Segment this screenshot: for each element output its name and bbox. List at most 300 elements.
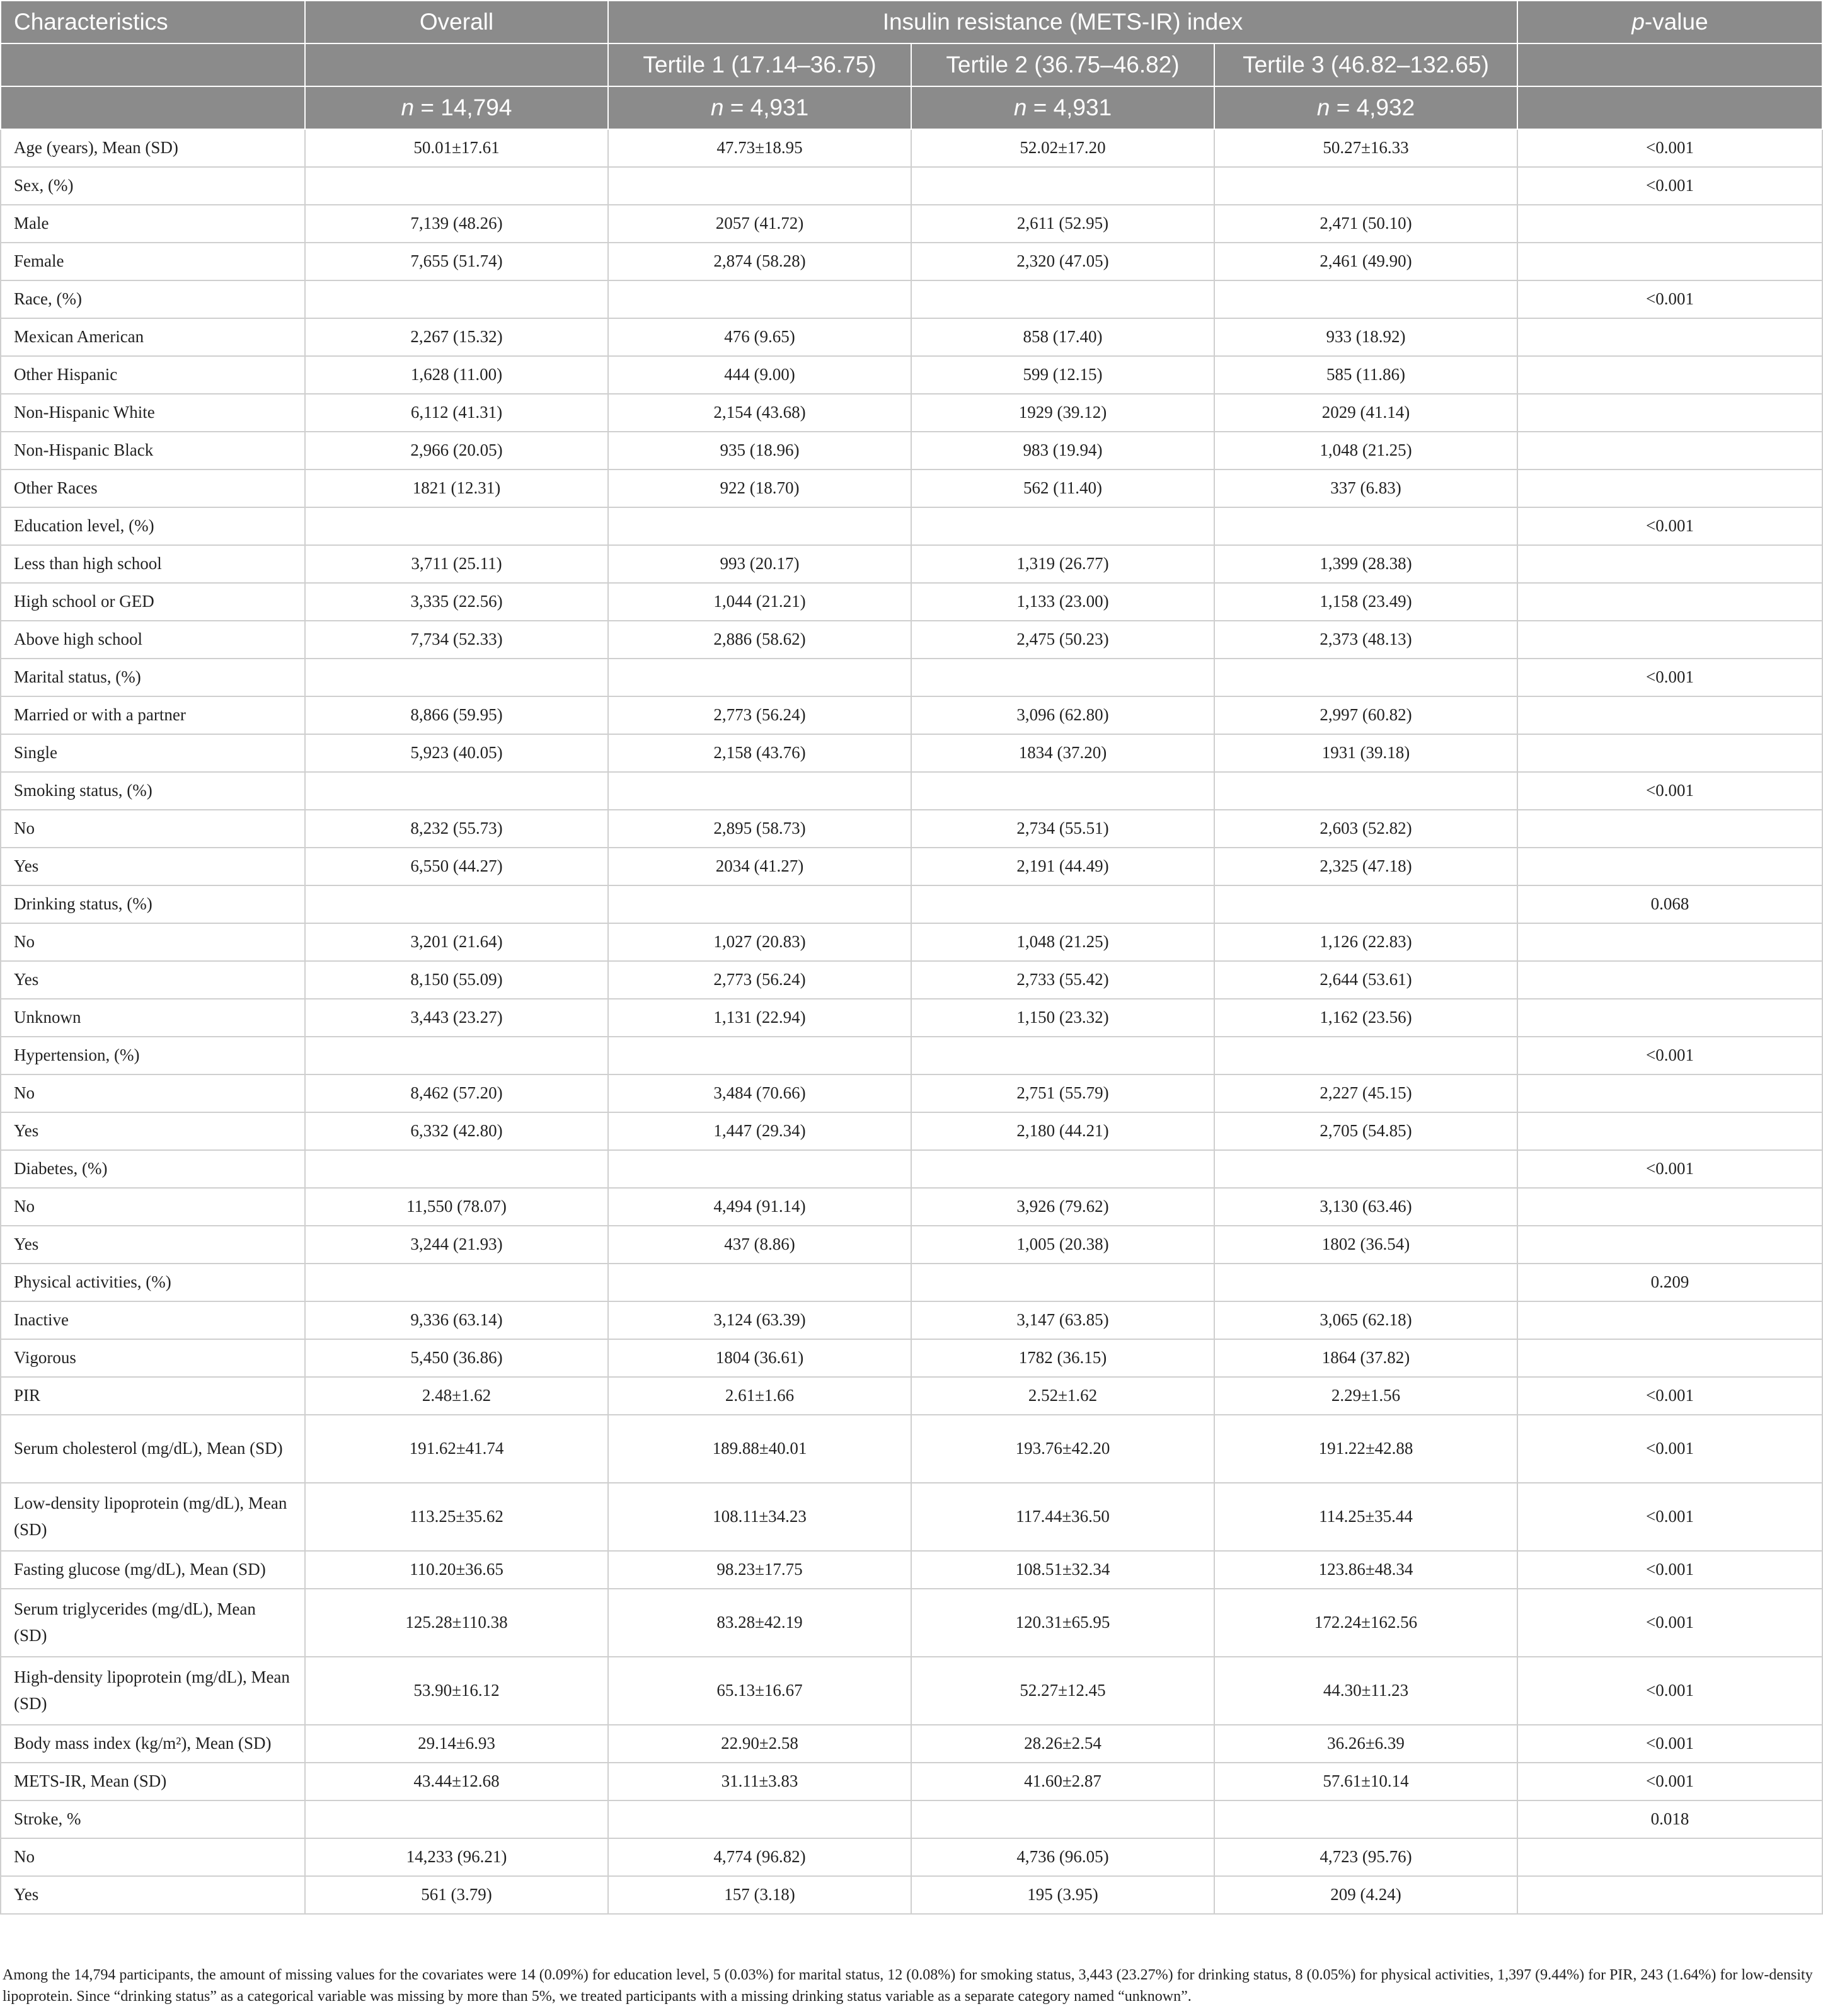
tertile-2-cell: 599 (12.15) — [911, 356, 1214, 394]
tertile-1-cell: 22.90±2.58 — [608, 1725, 911, 1763]
table-row — [1, 1800, 1822, 1838]
p-value-cell — [1517, 1876, 1822, 1914]
header-p-italic: p — [1631, 9, 1645, 35]
tertile-1-cell: 2.61±1.66 — [608, 1377, 911, 1415]
table-row — [1, 583, 1822, 621]
n-symbol: n — [710, 95, 724, 120]
table-row — [1, 810, 1822, 848]
tertile-1-cell: 47.73±18.95 — [608, 129, 911, 167]
overall-cell: 3,201 (21.64) — [305, 923, 608, 961]
p-value-cell: <0.001 — [1517, 1589, 1822, 1657]
tertile-3-cell: 2,644 (53.61) — [1214, 961, 1517, 999]
n-value: = 4,931 — [1033, 95, 1112, 120]
row-label-cell: Low-density lipoprotein (mg/dL), Mean (SD) — [1, 1483, 305, 1551]
tertile-2-cell: 120.31±65.95 — [911, 1589, 1214, 1657]
tertile-3-cell — [1214, 1037, 1517, 1074]
overall-cell: 2.48±1.62 — [305, 1377, 608, 1415]
tertile-1-cell — [608, 1150, 911, 1188]
header-group: Insulin resistance (METS-IR) index — [608, 1, 1517, 43]
p-value-cell: 0.068 — [1517, 885, 1822, 923]
tertile-1-cell — [608, 885, 911, 923]
tertile-1-cell: 1,447 (29.34) — [608, 1112, 911, 1150]
header-characteristics: Characteristics — [1, 1, 305, 43]
table-row — [1, 545, 1822, 583]
row-label-cell: Non-Hispanic Black — [1, 432, 305, 469]
overall-cell: 5,923 (40.05) — [305, 734, 608, 772]
overall-cell: 3,443 (23.27) — [305, 999, 608, 1037]
tertile-3-cell: 36.26±6.39 — [1214, 1725, 1517, 1763]
tertile-3-cell: 2,471 (50.10) — [1214, 205, 1517, 243]
tertile-3-cell: 2,603 (52.82) — [1214, 810, 1517, 848]
overall-cell: 113.25±35.62 — [305, 1483, 608, 1551]
header-n-tertile-1 — [608, 86, 911, 129]
tertile-1-cell: 3,484 (70.66) — [608, 1074, 911, 1112]
tertile-1-cell: 2034 (41.27) — [608, 848, 911, 885]
tertile-2-cell — [911, 1150, 1214, 1188]
p-value-cell: 0.018 — [1517, 1800, 1822, 1838]
n-value: = 4,932 — [1336, 95, 1415, 120]
header-row-2 — [1, 43, 1822, 86]
tertile-1-cell: 1,027 (20.83) — [608, 923, 911, 961]
tertile-1-cell: 476 (9.65) — [608, 318, 911, 356]
overall-cell: 9,336 (63.14) — [305, 1301, 608, 1339]
tertile-2-cell: 3,926 (79.62) — [911, 1188, 1214, 1226]
tertile-1-cell: 437 (8.86) — [608, 1226, 911, 1264]
tertile-2-cell: 1,319 (26.77) — [911, 545, 1214, 583]
tertile-3-cell: 1,126 (22.83) — [1214, 923, 1517, 961]
overall-cell — [305, 507, 608, 545]
table-row — [1, 1150, 1822, 1188]
tertile-3-cell: 172.24±162.56 — [1214, 1589, 1517, 1657]
tertile-2-cell — [911, 772, 1214, 810]
row-label-cell: Fasting glucose (mg/dL), Mean (SD) — [1, 1551, 305, 1589]
row-label-cell: Race, (%) — [1, 280, 305, 318]
tertile-1-cell: 2,886 (58.62) — [608, 621, 911, 659]
header-p-value — [1517, 1, 1822, 43]
tertile-3-cell: 57.61±10.14 — [1214, 1763, 1517, 1800]
row-label-cell: Male — [1, 205, 305, 243]
table-row — [1, 885, 1822, 923]
overall-cell: 29.14±6.93 — [305, 1725, 608, 1763]
tertile-3-cell: 50.27±16.33 — [1214, 129, 1517, 167]
row-label-cell: Mexican American — [1, 318, 305, 356]
table-row — [1, 1301, 1822, 1339]
row-label-cell: Non-Hispanic White — [1, 394, 305, 432]
tertile-1-cell: 2057 (41.72) — [608, 205, 911, 243]
p-value-cell: <0.001 — [1517, 1415, 1822, 1483]
tertile-2-cell: 1,150 (23.32) — [911, 999, 1214, 1037]
header-row-3 — [1, 86, 1822, 129]
p-value-cell — [1517, 999, 1822, 1037]
p-value-cell — [1517, 1838, 1822, 1876]
tertile-1-cell: 157 (3.18) — [608, 1876, 911, 1914]
overall-cell: 2,966 (20.05) — [305, 432, 608, 469]
tertile-3-cell: 2,227 (45.15) — [1214, 1074, 1517, 1112]
tertile-1-cell: 65.13±16.67 — [608, 1657, 911, 1725]
tertile-1-cell: 98.23±17.75 — [608, 1551, 911, 1589]
table-row — [1, 1377, 1822, 1415]
tertile-2-cell: 193.76±42.20 — [911, 1415, 1214, 1483]
tertile-2-cell: 2.52±1.62 — [911, 1377, 1214, 1415]
table-row — [1, 1112, 1822, 1150]
overall-cell: 1821 (12.31) — [305, 469, 608, 507]
table-row — [1, 318, 1822, 356]
row-label-cell: No — [1, 923, 305, 961]
tertile-3-cell — [1214, 280, 1517, 318]
n-value: = 14,794 — [420, 95, 512, 120]
p-value-cell — [1517, 545, 1822, 583]
row-label-cell: High school or GED — [1, 583, 305, 621]
table-row — [1, 1589, 1822, 1657]
row-label-cell: Married or with a partner — [1, 696, 305, 734]
tertile-1-cell: 935 (18.96) — [608, 432, 911, 469]
p-value-cell — [1517, 394, 1822, 432]
tertile-2-cell: 2,733 (55.42) — [911, 961, 1214, 999]
p-value-cell — [1517, 318, 1822, 356]
tertile-2-cell: 117.44±36.50 — [911, 1483, 1214, 1551]
overall-cell — [305, 167, 608, 205]
table-row — [1, 356, 1822, 394]
tertile-3-cell — [1214, 1264, 1517, 1301]
table-row — [1, 1415, 1822, 1483]
row-label-cell: Less than high school — [1, 545, 305, 583]
n-symbol: n — [1013, 95, 1027, 120]
overall-cell: 7,139 (48.26) — [305, 205, 608, 243]
p-value-cell — [1517, 961, 1822, 999]
tertile-2-cell: 2,180 (44.21) — [911, 1112, 1214, 1150]
row-label-cell: No — [1, 1074, 305, 1112]
p-value-cell — [1517, 1226, 1822, 1264]
tertile-3-cell — [1214, 659, 1517, 696]
tertile-1-cell: 444 (9.00) — [608, 356, 911, 394]
header-tertile-3: Tertile 3 (46.82–132.65) — [1214, 43, 1517, 86]
tertile-2-cell: 2,611 (52.95) — [911, 205, 1214, 243]
tertile-2-cell — [911, 1800, 1214, 1838]
p-value-cell — [1517, 205, 1822, 243]
overall-cell: 191.62±41.74 — [305, 1415, 608, 1483]
row-label-cell: Serum cholesterol (mg/dL), Mean (SD) — [1, 1415, 305, 1483]
tertile-2-cell — [911, 659, 1214, 696]
row-label-cell: Female — [1, 243, 305, 280]
table-row — [1, 659, 1822, 696]
row-label-cell: Marital status, (%) — [1, 659, 305, 696]
tertile-3-cell: 4,723 (95.76) — [1214, 1838, 1517, 1876]
p-value-cell: <0.001 — [1517, 1725, 1822, 1763]
header-empty-cell — [1517, 86, 1822, 129]
row-label-cell: No — [1, 1838, 305, 1876]
tertile-3-cell: 44.30±11.23 — [1214, 1657, 1517, 1725]
header-empty-cell — [1, 43, 305, 86]
tertile-3-cell: 2,705 (54.85) — [1214, 1112, 1517, 1150]
overall-cell: 7,734 (52.33) — [305, 621, 608, 659]
tertile-3-cell: 123.86±48.34 — [1214, 1551, 1517, 1589]
overall-cell — [305, 1150, 608, 1188]
table-row — [1, 1551, 1822, 1589]
row-label-cell: Serum triglycerides (mg/dL), Mean (SD) — [1, 1589, 305, 1657]
tertile-1-cell — [608, 280, 911, 318]
table-row — [1, 1763, 1822, 1800]
table-row — [1, 961, 1822, 999]
p-value-cell — [1517, 734, 1822, 772]
tertile-2-cell: 2,320 (47.05) — [911, 243, 1214, 280]
overall-cell — [305, 885, 608, 923]
tertile-3-cell: 1931 (39.18) — [1214, 734, 1517, 772]
p-value-cell — [1517, 469, 1822, 507]
row-label-cell: Other Hispanic — [1, 356, 305, 394]
tertile-2-cell: 858 (17.40) — [911, 318, 1214, 356]
header-empty-cell — [1517, 43, 1822, 86]
n-symbol: n — [1316, 95, 1330, 120]
overall-cell: 3,711 (25.11) — [305, 545, 608, 583]
table-footnote: Among the 14,794 participants, the amount of missing values for the covariates were 14 (0.09%) for education level, 5 (0.03%) for marital status, 12 (0.08%) for smoking status, 3,443 (23.27%) for drinking status, 8 (0.05%) for physical activities, 1,397 (9.44%) for PIR, 243 (1.64%) for low-density lipoprotein. Since “drinking status” as a categorical variable was missing by more than 5%, we treated participants with a missing drinking status variable as a separate category named “unknown”. — [3, 1967, 1813, 2005]
row-label-cell: Diabetes, (%) — [1, 1150, 305, 1188]
table-row — [1, 1188, 1822, 1226]
tertile-3-cell: 3,065 (62.18) — [1214, 1301, 1517, 1339]
table-row — [1, 621, 1822, 659]
table-row — [1, 280, 1822, 318]
tertile-2-cell: 52.02±17.20 — [911, 129, 1214, 167]
p-value-cell: <0.001 — [1517, 167, 1822, 205]
overall-cell — [305, 659, 608, 696]
p-value-cell: <0.001 — [1517, 507, 1822, 545]
tertile-1-cell: 1,131 (22.94) — [608, 999, 911, 1037]
tertile-1-cell — [608, 1800, 911, 1838]
row-label-cell: Smoking status, (%) — [1, 772, 305, 810]
tertile-3-cell: 2029 (41.14) — [1214, 394, 1517, 432]
p-value-cell — [1517, 810, 1822, 848]
table-row — [1, 734, 1822, 772]
p-value-cell — [1517, 243, 1822, 280]
tertile-3-cell — [1214, 1800, 1517, 1838]
row-label-cell: Above high school — [1, 621, 305, 659]
tertile-3-cell — [1214, 507, 1517, 545]
overall-cell: 50.01±17.61 — [305, 129, 608, 167]
row-label-cell: Yes — [1, 1112, 305, 1150]
tertile-1-cell: 4,494 (91.14) — [608, 1188, 911, 1226]
tertile-3-cell: 1802 (36.54) — [1214, 1226, 1517, 1264]
table-row — [1, 469, 1822, 507]
tertile-2-cell: 562 (11.40) — [911, 469, 1214, 507]
row-label-cell: Physical activities, (%) — [1, 1264, 305, 1301]
header-n-tertile-3 — [1214, 86, 1517, 129]
tertile-1-cell — [608, 1264, 911, 1301]
tertile-2-cell: 108.51±32.34 — [911, 1551, 1214, 1589]
header-p-rest: -value — [1644, 9, 1708, 35]
overall-cell: 1,628 (11.00) — [305, 356, 608, 394]
tertile-3-cell: 2,373 (48.13) — [1214, 621, 1517, 659]
p-value-cell: <0.001 — [1517, 1551, 1822, 1589]
overall-cell — [305, 1037, 608, 1074]
tertile-3-cell: 191.22±42.88 — [1214, 1415, 1517, 1483]
tertile-2-cell — [911, 167, 1214, 205]
p-value-cell: <0.001 — [1517, 659, 1822, 696]
p-value-cell — [1517, 1188, 1822, 1226]
overall-cell — [305, 1800, 608, 1838]
table-row — [1, 1037, 1822, 1074]
overall-cell: 125.28±110.38 — [305, 1589, 608, 1657]
tertile-1-cell — [608, 772, 911, 810]
tertile-2-cell: 2,751 (55.79) — [911, 1074, 1214, 1112]
overall-cell: 3,244 (21.93) — [305, 1226, 608, 1264]
header-tertile-1: Tertile 1 (17.14–36.75) — [608, 43, 911, 86]
overall-cell: 43.44±12.68 — [305, 1763, 608, 1800]
header-tertile-2: Tertile 2 (36.75–46.82) — [911, 43, 1214, 86]
tertile-3-cell — [1214, 772, 1517, 810]
tertile-1-cell: 2,895 (58.73) — [608, 810, 911, 848]
table-row — [1, 129, 1822, 167]
table-row — [1, 432, 1822, 469]
tertile-1-cell: 31.11±3.83 — [608, 1763, 911, 1800]
tertile-2-cell: 4,736 (96.05) — [911, 1838, 1214, 1876]
tertile-2-cell: 3,147 (63.85) — [911, 1301, 1214, 1339]
overall-cell: 5,450 (36.86) — [305, 1339, 608, 1377]
tertile-2-cell: 2,734 (55.51) — [911, 810, 1214, 848]
tertile-2-cell: 983 (19.94) — [911, 432, 1214, 469]
tertile-3-cell — [1214, 1150, 1517, 1188]
header-overall: Overall — [305, 1, 608, 43]
tertile-3-cell: 1,399 (28.38) — [1214, 545, 1517, 583]
tertile-1-cell — [608, 167, 911, 205]
row-label-cell: Yes — [1, 1876, 305, 1914]
table-row — [1, 243, 1822, 280]
p-value-cell: <0.001 — [1517, 280, 1822, 318]
tertile-2-cell: 1,133 (23.00) — [911, 583, 1214, 621]
tertile-3-cell: 2.29±1.56 — [1214, 1377, 1517, 1415]
row-label-cell: Vigorous — [1, 1339, 305, 1377]
tertile-3-cell: 3,130 (63.46) — [1214, 1188, 1517, 1226]
overall-cell: 8,462 (57.20) — [305, 1074, 608, 1112]
row-label-cell: No — [1, 810, 305, 848]
row-label-cell: Age (years), Mean (SD) — [1, 129, 305, 167]
p-value-cell: <0.001 — [1517, 1657, 1822, 1725]
tertile-3-cell — [1214, 885, 1517, 923]
tertile-1-cell: 993 (20.17) — [608, 545, 911, 583]
table-row — [1, 1264, 1822, 1301]
tertile-2-cell: 2,191 (44.49) — [911, 848, 1214, 885]
p-value-cell: <0.001 — [1517, 1037, 1822, 1074]
tertile-3-cell: 1864 (37.82) — [1214, 1339, 1517, 1377]
overall-cell: 3,335 (22.56) — [305, 583, 608, 621]
overall-cell — [305, 1264, 608, 1301]
row-label-cell: Single — [1, 734, 305, 772]
table-row — [1, 1657, 1822, 1725]
tertile-3-cell — [1214, 167, 1517, 205]
tertile-2-cell — [911, 280, 1214, 318]
p-value-cell — [1517, 1074, 1822, 1112]
table-row — [1, 772, 1822, 810]
table-row — [1, 1339, 1822, 1377]
row-label-cell: Other Races — [1, 469, 305, 507]
tertile-1-cell: 1804 (36.61) — [608, 1339, 911, 1377]
tertile-2-cell — [911, 1037, 1214, 1074]
tertile-1-cell — [608, 507, 911, 545]
overall-cell: 8,232 (55.73) — [305, 810, 608, 848]
overall-cell: 14,233 (96.21) — [305, 1838, 608, 1876]
p-value-cell: <0.001 — [1517, 772, 1822, 810]
p-value-cell: <0.001 — [1517, 129, 1822, 167]
table-row — [1, 394, 1822, 432]
tertile-1-cell: 922 (18.70) — [608, 469, 911, 507]
p-value-cell — [1517, 696, 1822, 734]
tertile-2-cell: 1929 (39.12) — [911, 394, 1214, 432]
tertile-2-cell: 28.26±2.54 — [911, 1725, 1214, 1763]
table-row — [1, 1483, 1822, 1551]
tertile-1-cell: 189.88±40.01 — [608, 1415, 911, 1483]
overall-cell: 6,550 (44.27) — [305, 848, 608, 885]
tertile-3-cell: 2,997 (60.82) — [1214, 696, 1517, 734]
tertile-2-cell: 195 (3.95) — [911, 1876, 1214, 1914]
tertile-1-cell: 83.28±42.19 — [608, 1589, 911, 1657]
table-row — [1, 1074, 1822, 1112]
tertile-2-cell: 41.60±2.87 — [911, 1763, 1214, 1800]
row-label-cell: Yes — [1, 1226, 305, 1264]
tertile-1-cell: 1,044 (21.21) — [608, 583, 911, 621]
overall-cell: 53.90±16.12 — [305, 1657, 608, 1725]
n-symbol: n — [401, 95, 415, 120]
table-row — [1, 1838, 1822, 1876]
tertile-1-cell — [608, 1037, 911, 1074]
overall-cell: 8,866 (59.95) — [305, 696, 608, 734]
header-n-overall — [305, 86, 608, 129]
overall-cell: 7,655 (51.74) — [305, 243, 608, 280]
tertile-1-cell: 2,874 (58.28) — [608, 243, 911, 280]
row-label-cell: Inactive — [1, 1301, 305, 1339]
overall-cell — [305, 280, 608, 318]
table-header — [1, 1, 1822, 129]
table-row — [1, 1226, 1822, 1264]
tertile-3-cell: 1,158 (23.49) — [1214, 583, 1517, 621]
row-label-cell: Body mass index (kg/m²), Mean (SD) — [1, 1725, 305, 1763]
tertile-2-cell: 1782 (36.15) — [911, 1339, 1214, 1377]
row-label-cell: Education level, (%) — [1, 507, 305, 545]
p-value-cell: <0.001 — [1517, 1483, 1822, 1551]
tertile-2-cell — [911, 885, 1214, 923]
table-row — [1, 1725, 1822, 1763]
p-value-cell: <0.001 — [1517, 1150, 1822, 1188]
tertile-1-cell: 3,124 (63.39) — [608, 1301, 911, 1339]
tertile-1-cell: 2,158 (43.76) — [608, 734, 911, 772]
tertile-3-cell: 585 (11.86) — [1214, 356, 1517, 394]
row-label-cell: Yes — [1, 961, 305, 999]
tertile-1-cell: 108.11±34.23 — [608, 1483, 911, 1551]
row-label-cell: Hypertension, (%) — [1, 1037, 305, 1074]
p-value-cell: 0.209 — [1517, 1264, 1822, 1301]
tertile-1-cell: 2,773 (56.24) — [608, 696, 911, 734]
header-n-tertile-2 — [911, 86, 1214, 129]
tertile-2-cell: 1,048 (21.25) — [911, 923, 1214, 961]
table-row — [1, 848, 1822, 885]
tertile-2-cell: 52.27±12.45 — [911, 1657, 1214, 1725]
p-value-cell: <0.001 — [1517, 1377, 1822, 1415]
row-label-cell: High-density lipoprotein (mg/dL), Mean (SD) — [1, 1657, 305, 1725]
row-label-cell: METS-IR, Mean (SD) — [1, 1763, 305, 1800]
overall-cell: 6,332 (42.80) — [305, 1112, 608, 1150]
overall-cell: 561 (3.79) — [305, 1876, 608, 1914]
n-value: = 4,931 — [730, 95, 809, 120]
table-row — [1, 507, 1822, 545]
header-row-1 — [1, 1, 1822, 43]
row-label-cell: Yes — [1, 848, 305, 885]
tertile-3-cell: 114.25±35.44 — [1214, 1483, 1517, 1551]
row-label-cell: Sex, (%) — [1, 167, 305, 205]
header-empty-cell — [305, 43, 608, 86]
tertile-1-cell — [608, 659, 911, 696]
overall-cell: 8,150 (55.09) — [305, 961, 608, 999]
table-row — [1, 1876, 1822, 1914]
tertile-3-cell: 933 (18.92) — [1214, 318, 1517, 356]
row-label-cell: Unknown — [1, 999, 305, 1037]
tertile-1-cell: 2,154 (43.68) — [608, 394, 911, 432]
